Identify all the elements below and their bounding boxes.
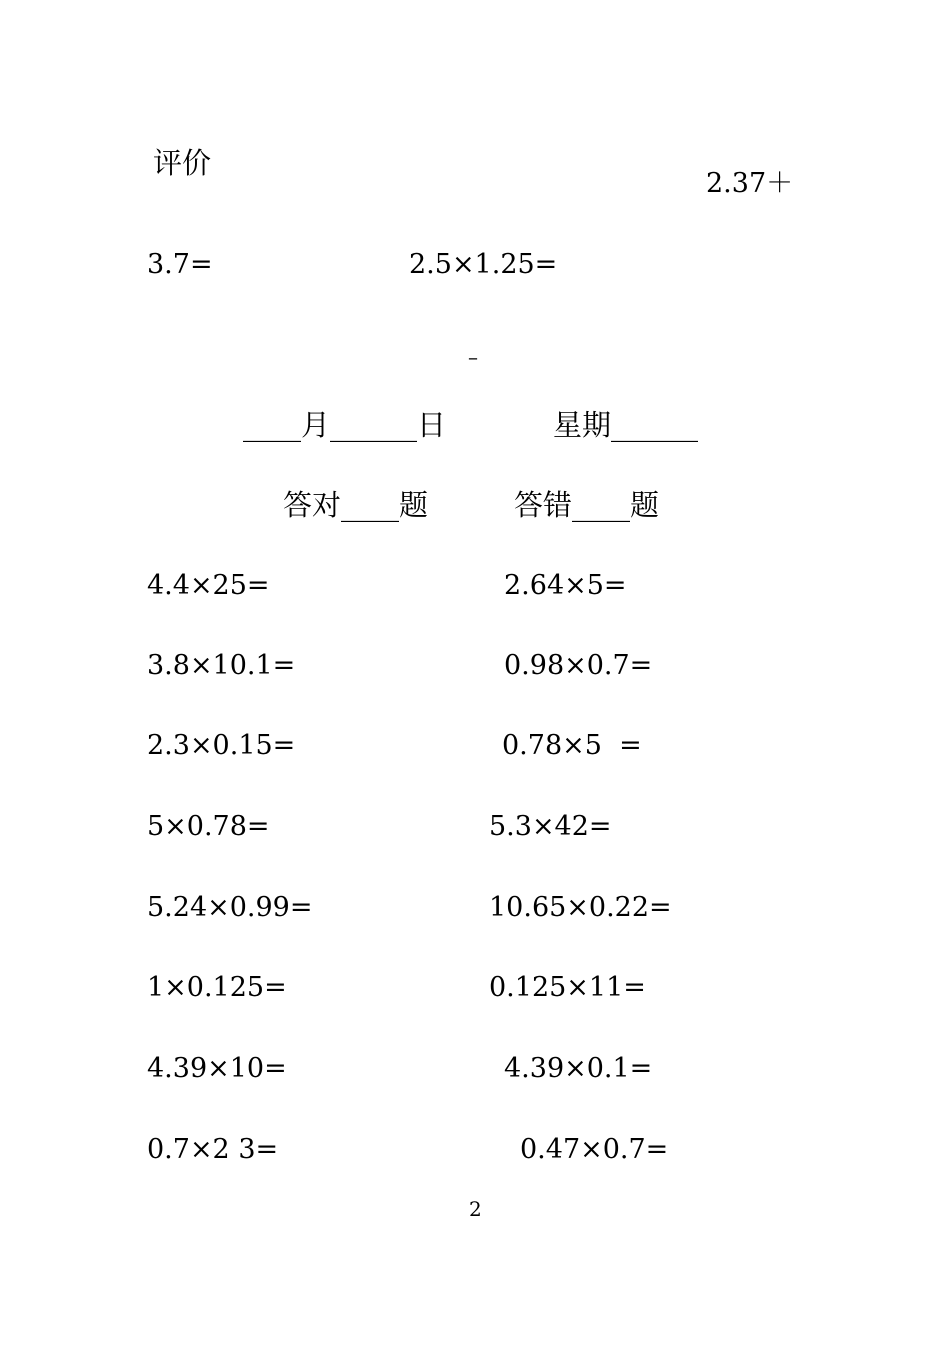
problem-left: 0.7×2 3= (147, 1134, 279, 1165)
problem-left-0: 3.7= (147, 249, 213, 280)
problem-right: 0.125×11= (489, 972, 646, 1003)
score-correct: 答对____题 (283, 488, 429, 522)
problem-right: 0.78×5 = (502, 730, 642, 761)
problem-right: 5.3×42= (489, 811, 612, 842)
problem-right: 4.39×0.1= (504, 1053, 653, 1084)
divider-mark: – (468, 345, 478, 369)
problem-left: 1×0.125= (147, 972, 287, 1003)
evaluation-label: 评价 (153, 146, 212, 180)
date-weekday: 星期______ (553, 408, 699, 442)
problem-left: 4.4×25= (147, 570, 270, 601)
top-right-expression: 2.37＋ (706, 168, 794, 199)
problem-left: 5.24×0.99= (147, 892, 313, 923)
problem-left: 5×0.78= (147, 811, 270, 842)
page-number: 2 (469, 1197, 482, 1221)
problem-right: 0.47×0.7= (520, 1134, 669, 1165)
problem-right: 0.98×0.7= (504, 650, 653, 681)
problem-right: 10.65×0.22= (489, 892, 672, 923)
problem-right-0: 2.5×1.25= (409, 249, 558, 280)
score-wrong: 答错____题 (514, 488, 660, 522)
problem-left: 3.8×10.1= (147, 650, 296, 681)
problem-left: 2.3×0.15= (147, 730, 296, 761)
problem-right: 2.64×5= (504, 570, 627, 601)
date-month-day: ____月______日 (243, 408, 447, 442)
problem-left: 4.39×10= (147, 1053, 287, 1084)
